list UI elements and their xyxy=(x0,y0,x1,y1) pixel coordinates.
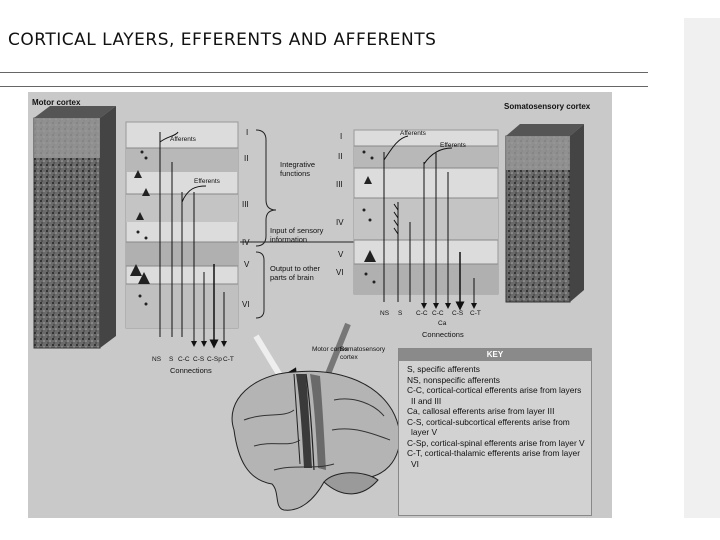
key-item: S, specific afferents xyxy=(407,364,480,374)
cortex-figure xyxy=(28,92,612,518)
right-layer-III: III xyxy=(336,180,343,189)
right-layer-V: V xyxy=(338,250,344,259)
brain-somato-label: Somatosensory cortex xyxy=(340,346,386,361)
key-box xyxy=(398,348,592,516)
right-afferents-label: Afferents xyxy=(400,130,426,137)
key-item: Ca, callosal efferents arise from layer III xyxy=(407,406,555,416)
left-conn-cc: C-C xyxy=(178,356,190,363)
left-layer-IV: IV xyxy=(242,238,250,247)
right-conn-ca: Ca xyxy=(438,320,447,327)
left-layer-I: I xyxy=(246,128,249,137)
brain-motor-label: Motor cortex xyxy=(312,346,349,353)
right-layer-IV: IV xyxy=(336,218,344,227)
key-item: C-C, cortical-cortical efferents arise from layers II and III xyxy=(407,385,582,406)
left-conn-s: S xyxy=(169,356,174,363)
title-rule-bottom xyxy=(0,86,648,87)
motor-layer-panel xyxy=(126,122,238,344)
left-conn-cs: C-S xyxy=(193,356,205,363)
left-layer-VI: VI xyxy=(242,300,250,309)
right-connections-label: Connections xyxy=(422,330,464,339)
right-conn-cc2: C-C xyxy=(432,310,444,317)
somatosensory-layer-panel xyxy=(354,130,498,306)
left-layer-III: III xyxy=(242,200,249,209)
right-conn-ns: NS xyxy=(380,310,390,317)
brain-illustration xyxy=(214,360,410,518)
input-sensory-label: Input of sensory information xyxy=(270,226,324,244)
right-conn-cc1: C-C xyxy=(416,310,428,317)
key-item: C-T, cortical-thalamic efferents arise from layer VI xyxy=(407,448,580,469)
title-rule-top xyxy=(0,72,648,73)
key-title: KEY xyxy=(399,349,591,361)
right-conn-s: S xyxy=(398,310,403,317)
right-layer-II: II xyxy=(338,152,343,161)
slide-title: CORTICAL LAYERS, EFFERENTS AND AFFERENTS xyxy=(8,30,437,50)
slide-edge-panel xyxy=(684,18,720,518)
left-conn-csp: C-Sp xyxy=(207,356,222,363)
somatosensory-cortex-block xyxy=(506,124,584,302)
key-item: C-Sp, cortical-spinal efferents arise from layer V xyxy=(407,437,585,448)
integrative-functions-label: Integrative functions xyxy=(280,160,316,178)
right-layer-VI: VI xyxy=(336,268,344,277)
left-layer-II: II xyxy=(244,154,249,163)
left-connections-label: Connections xyxy=(170,366,212,375)
left-conn-ct: C-T xyxy=(223,356,234,363)
motor-cortex-label: Motor cortex xyxy=(32,98,81,107)
left-layer-V: V xyxy=(244,260,250,269)
right-conn-cs: C-S xyxy=(452,310,464,317)
somatosensory-cortex-label: Somatosensory cortex xyxy=(504,102,591,111)
key-item: C-S, cortical-subcortical efferents arise from layer V xyxy=(407,416,570,437)
left-efferents-label: Efferents xyxy=(194,178,220,185)
right-efferents-label: Efferents xyxy=(440,142,466,149)
left-afferents-label: Afferents xyxy=(170,136,196,143)
motor-cortex-block xyxy=(34,106,116,348)
right-conn-ct: C-T xyxy=(470,310,481,317)
left-conn-ns: NS xyxy=(152,356,162,363)
right-layer-I: I xyxy=(340,132,343,141)
output-brain-label: Output to other parts of brain xyxy=(270,264,321,282)
key-item: NS, nonspecific afferents xyxy=(407,374,500,385)
